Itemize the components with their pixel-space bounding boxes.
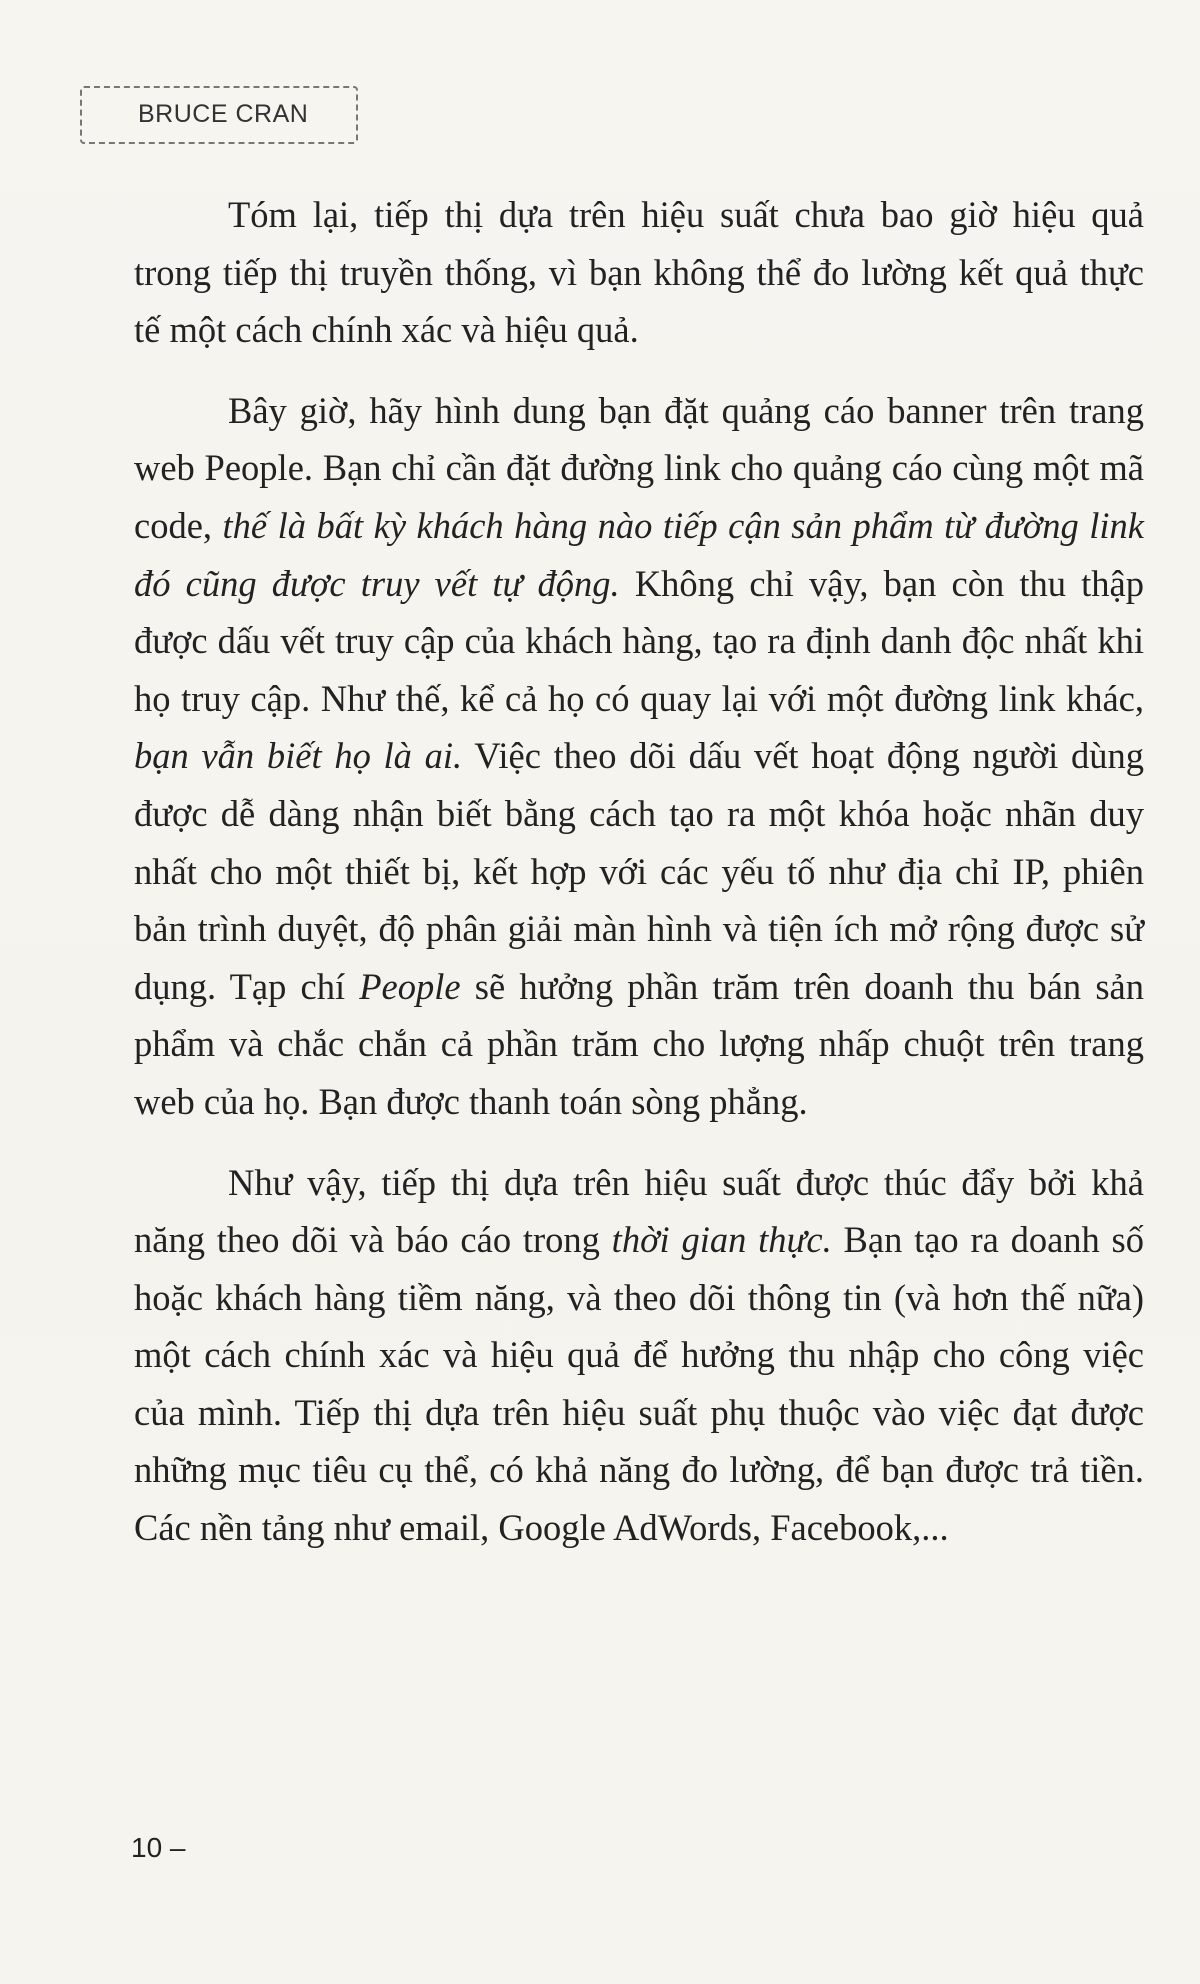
paragraph-2-italic-identity-phrase: bạn vẫn biết họ là ai. — [134, 735, 463, 777]
paragraph-3-italic-real-time: thời gian thực. — [611, 1219, 832, 1261]
paragraph-3-text-part-1: Như vậy, tiếp thị dựa trên hiệu suất được thúc đẩy bởi khả năng theo dõi và báo cáo trong — [134, 1161, 1144, 1261]
paragraph-3-text-part-2: Bạn tạo ra doanh số hoặc khách hàng tiềm năng, và theo dõi thông tin (và hơn thế nữa) một cách chính xác và hiệu quả để hưởng thu nhập cho công việc của mình. Tiếp thị dựa trên hiệu suất phụ thuộc vào việc đạt được những mục tiêu cụ thể, có khả năng đo lường, để bạn được trả tiền. Các nền tảng như email, Google AdWords, Facebook,... — [134, 1219, 1144, 1549]
paragraph-2-text-part-1: Bây giờ, hãy hình dung bạn đặt quảng cáo banner trên trang web People. Bạn chỉ cần đặt đường link cho quảng cáo cùng một mã code, — [134, 389, 1144, 546]
paragraph-2-italic-tracking-phrase: thế là bất kỳ khách hàng nào tiếp cận sản phẩm từ đường link đó cũng được truy vết tự động. — [134, 504, 1145, 604]
paragraph-1 — [134, 186, 1144, 359]
paragraph-1-text: Tóm lại, tiếp thị dựa trên hiệu suất chưa bao giờ hiệu quả trong tiếp thị truyền thống, vì bạn không thể đo lường kết quả thực tế một cách chính xác và hiệu quả. — [134, 194, 1144, 351]
paragraph-2 — [134, 382, 1144, 1131]
page-body — [134, 186, 1144, 1580]
paragraph-2-text-part-3: Việc theo dõi dấu vết hoạt động người dùng được dễ dàng nhận biết bằng cách tạo ra một khóa hoặc nhãn duy nhất cho một thiết bị, kết hợp với các yếu tố như địa chỉ IP, phiên bản trình duyệt, độ phân giải màn hình và tiện ích mở rộng được sử dụng. Tạp chí — [134, 735, 1145, 1007]
page-number: 10 – — [131, 1832, 186, 1863]
paragraph-2-text-part-2: Không chỉ vậy, bạn còn thu thập được dấu vết truy cập của khách hàng, tạo ra định danh độc nhất khi họ truy cập. Như thế, kể cả họ có quay lại với một đường link khác, — [134, 562, 1144, 719]
paragraph-2-italic-magazine-name: People — [359, 965, 461, 1007]
running-header-box — [80, 86, 358, 144]
paragraph-3 — [134, 1154, 1144, 1557]
paragraph-2-text-part-4: sẽ hưởng phần trăm trên doanh thu bán sản phẩm và chắc chắn cả phần trăm cho lượng nhấp chuột trên trang web của họ. Bạn được thanh toán sòng phẳng. — [134, 965, 1144, 1122]
running-header-author: BRUCE CRAN — [138, 100, 309, 128]
